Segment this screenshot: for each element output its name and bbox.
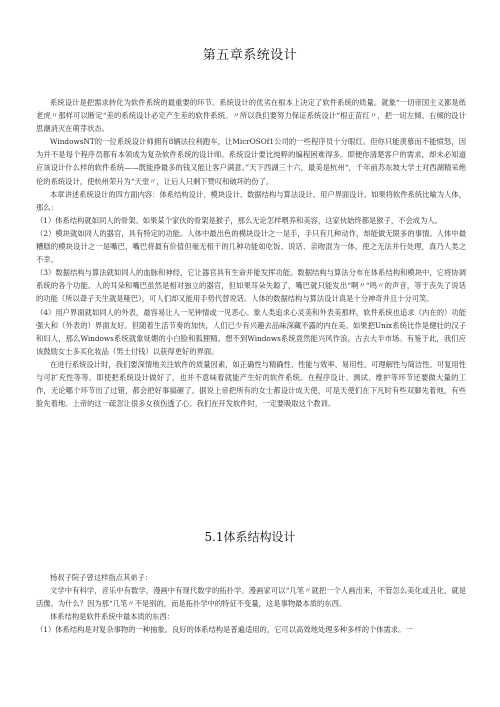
section-body <box>36 571 466 636</box>
list-item-architecture: （1）体系结构就如同人的骨架。如果某个家伙的骨架是猴子，那么无论怎样喂养和美容，这家伙始终都是猴子，不会成为人。 <box>36 215 442 225</box>
intro-paragraph-3: 本章讲述系统设计的四方面内容：体系结构设计、模块设计、数据结构与算法设计、用户界面设计。如果将软件系统比喻为人体，那么： <box>36 189 466 212</box>
intro-paragraph-1: 系统设计是把需求转化为软件系统的最重要的环节。系统设计的优劣在根本上决定了软件系统的质量。就象“一切帝国主义都是纸老虎〃那样可以断定“差的系统设计必定产生差的软件系统。〃所以我们要努力保证系统设计“根正苗红〃，把一切左倾、右倾的设计思潮消灭在萌芽状态。 <box>36 98 466 134</box>
section-paragraph-2: 文学中有科学，音乐中有数学，漫画中有现代数学的拓扑学。漫画家可以“几笔〃就把一个人画出来，不管怎么美化或丑化，就是活像。为什么？因为那“几笔〃不是别的，而是拓扑学中的特征不变量，这是事物最本质的东西。 <box>36 586 466 609</box>
intro-body <box>36 96 466 410</box>
chapter-title: 第五章系统设计 <box>202 48 298 63</box>
section-title: 5.1体系结构设计 <box>204 530 296 544</box>
section-paragraph-3: 体系结构是软件系统中最本质的东西： <box>50 612 175 622</box>
section-list-item-1: （1）体系结构是对复杂事物的一种抽象。良好的体系结构是普遍适用的，它可以高效地处理多种多样的个体需求。一 <box>36 625 413 635</box>
list-item-user-interface: （4）用户界面就如同人的外表，最容易让人一见钟情或一见恶心。象人类追求心灵美和外表美那样，软件系统也追求（内在的）功能强大和（外表的）界面友好。但随着生活节奏的加快，人们已少有兴趣去品味深藏不露的内在美。如果把Unix系统比作是健壮的汉子和妇人，那么Windows系统就象妩媚的小白脸和狐狸精。想不到Windows系统竟然能兴风作浪，古去大半市场。有鉴于此，我们应该鼓励女士多买化妆品（男士付钱）以获得更好的界面。 <box>36 307 466 356</box>
section-paragraph-1: 杨叔子院子曾这样指点其弟子： <box>50 573 153 582</box>
intro-paragraph-2: WindowsNT的一位系统设计师拥有8辆法拉利跑车，让MicrOSOf1公司的一些程序员十分眼红。但你只能羡慕而不能愤怒，因为并不是每个程序员都有本领成为复杂软件系统的设计师。系统设计要比纯粹的编程困难得多。即便你清楚客户的需求，却未必知道应该设计什么样的软件系统——既能挣最多的钱又能让客户满意。”天下西湖三十六，最美是杭州“，千年前苏东坡大学士对西湖精采绝伦的系统设计，使杭州荣升为“天堂〃，让后人只剩下赞叹和破坏的份了。 <box>36 137 466 186</box>
intro-paragraph-quality: 在进行系统设计时，我们要深情地关注软件的质量因素，如正确性与精确性、性能与效率、易用性、可理解性与简洁性、可复用性与可扩充性等等。即使把系统设计做好了，也并不意味着就能产生好的软件系统。在程序设计、测试、维护等环节还要做大量的工作，无论哪个环节出了过错，都会把好事搞砸了。据说上帝把所有的女士都设计成天使，可是天使们在下凡时有些双脚先着地，有些脸先着地。上帝的这一疏忽让很多女孩伤透了心。我们在开发软件时，一定要吸取这个教训。 <box>36 359 466 409</box>
list-item-data-structures: （3）数据结构与算法就如同人的血脉和神经，它让器官具有生命并能发挥功能。数据结构与算法分布在体系结构和模块中，它将协调系统的各个功能。人的耳朵和嘴巴虽然是相对独立的器官，但如果耳朵失聪了，嘴巴就只能发出“啊〃“鸣〃的声音，等于丧失了说话的功能（所以聋子天生就是哑巴），可人们却又能用手势代替说话。人体的数据结构与算法设计真是十分神奇并且十分可笑。 <box>36 268 466 304</box>
list-item-modules: （2）模块就如同人的器官，具有特定的功能。人体中最出色的模块设计之一是手，手只有几种动作，却能做无限多的事情。人体中最糟糕的模块设计之一是嘴巴，嘴巴将最有价值但毫无相干的几种功能如吃饭、说话、亲吻混为一体，使之无法并行处理，真乃人类之不幸。 <box>36 228 466 265</box>
